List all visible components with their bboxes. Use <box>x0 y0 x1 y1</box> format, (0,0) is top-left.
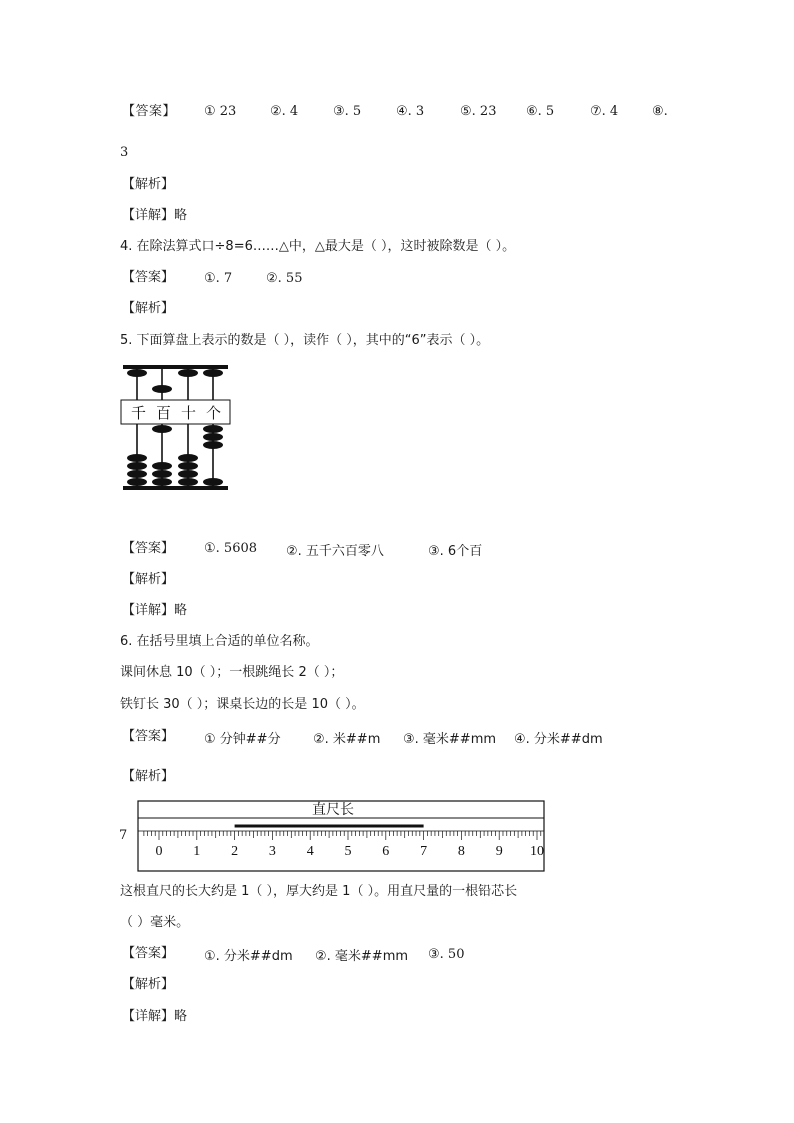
answer-item: ①. 7 <box>204 271 233 286</box>
abacus-rods <box>137 369 213 486</box>
analysis-label: 【解析】 <box>122 977 175 992</box>
ruler-number: 2 <box>231 844 239 859</box>
abacus-figure <box>118 362 232 494</box>
ruler-number: 6 <box>382 844 390 859</box>
abacus-label-tens: 十 <box>181 406 197 422</box>
question-7-line2: （ ）毫米。 <box>120 915 190 930</box>
answer-item: ④. 分米##dm <box>514 732 603 747</box>
analysis-label: 【解析】 <box>122 177 175 192</box>
abacus-label-ones: 个 <box>206 406 222 422</box>
analysis-label: 【解析】 <box>122 301 175 316</box>
abacus-top-frame <box>123 365 228 369</box>
answer-item: 3 <box>120 145 129 160</box>
answer-item: ⑧. <box>652 104 668 119</box>
detail-label: 【详解】 <box>122 1009 175 1024</box>
answer-item: ① 23 <box>204 104 237 119</box>
ruler-number: 5 <box>344 844 352 859</box>
question-7-number: 7 <box>119 828 128 843</box>
answer-label: 【答案】 <box>122 104 177 119</box>
detail-label: 【详解】 <box>122 603 175 618</box>
answer-item: ①. 分米##dm <box>204 949 293 964</box>
answer-item: ②. 五千六百零八 <box>286 544 384 559</box>
ruler-number: 0 <box>155 844 163 859</box>
answer-item: ⑤. 23 <box>460 104 497 119</box>
detail-line <box>122 601 187 621</box>
answer-label: 【答案】 <box>122 541 175 556</box>
answer-label: 【答案】 <box>122 946 175 961</box>
question-6-text: 6. 在括号里填上合适的单位名称。 <box>120 634 319 649</box>
ruler-number: 4 <box>306 844 314 859</box>
ruler-number: 10 <box>530 844 544 859</box>
detail-text: 略 <box>174 603 188 618</box>
answer-item: ②. 55 <box>266 271 303 286</box>
answer-label: 【答案】 <box>122 270 175 285</box>
answer-item: ⑦. 4 <box>590 104 619 119</box>
detail-label: 【详解】 <box>122 208 175 223</box>
answer-item: ④. 3 <box>396 104 425 119</box>
answer-item: ③. 50 <box>428 947 465 962</box>
ruler-number: 1 <box>193 844 201 859</box>
question-6-line2: 铁钉长 30（ ）；课桌长边的长是 10（ ）。 <box>120 697 365 712</box>
answer-item: ③. 5 <box>333 104 362 119</box>
answer-item: ③. 毫米##mm <box>403 732 497 747</box>
question-7-line1: 这根直尺的长大约是 1（ ），厚大约是 1（ ）。用直尺量的一根铅芯长 <box>120 884 518 899</box>
abacus-upper-beads <box>127 369 223 393</box>
detail-text: 略 <box>174 208 188 223</box>
answer-item: ②. 4 <box>270 104 299 119</box>
ruler-number: 7 <box>420 844 428 859</box>
ruler-figure <box>130 800 550 874</box>
answer-item: ③. 6个百 <box>428 544 483 559</box>
answer-item: ②. 米##m <box>313 732 381 747</box>
abacus-label-thousands: 千 <box>131 406 147 422</box>
ruler-number: 3 <box>268 844 276 859</box>
abacus-lower-beads <box>127 425 223 486</box>
ruler-number: 8 <box>457 844 465 859</box>
question-4-text: 4. 在除法算式口÷8=6……△中，△最大是（ ），这时被除数是（ ）。 <box>120 239 516 254</box>
detail-line <box>122 1007 187 1027</box>
answer-item: ① 分钟##分 <box>204 732 281 747</box>
analysis-label: 【解析】 <box>122 769 175 784</box>
abacus-label-hundreds: 百 <box>156 406 172 422</box>
answer-label: 【答案】 <box>122 729 175 744</box>
ruler-number: 9 <box>495 844 503 859</box>
question-5-text: 5. 下面算盘上表示的数是（ ），读作（ ），其中的“6”表示（ ）。 <box>120 333 490 348</box>
answer-item: ⑥. 5 <box>526 104 555 119</box>
question-6-line1: 课间休息 10（ ）；一根跳绳长 2（ ）； <box>120 665 344 680</box>
ruler-title: 直尺长 <box>312 803 354 818</box>
answer-item: ②. 毫米##mm <box>315 949 409 964</box>
answer-item: ①. 5608 <box>204 541 258 556</box>
detail-line <box>122 206 187 226</box>
abacus-bottom-frame <box>123 486 228 490</box>
analysis-label: 【解析】 <box>122 572 175 587</box>
detail-text: 略 <box>174 1009 188 1024</box>
